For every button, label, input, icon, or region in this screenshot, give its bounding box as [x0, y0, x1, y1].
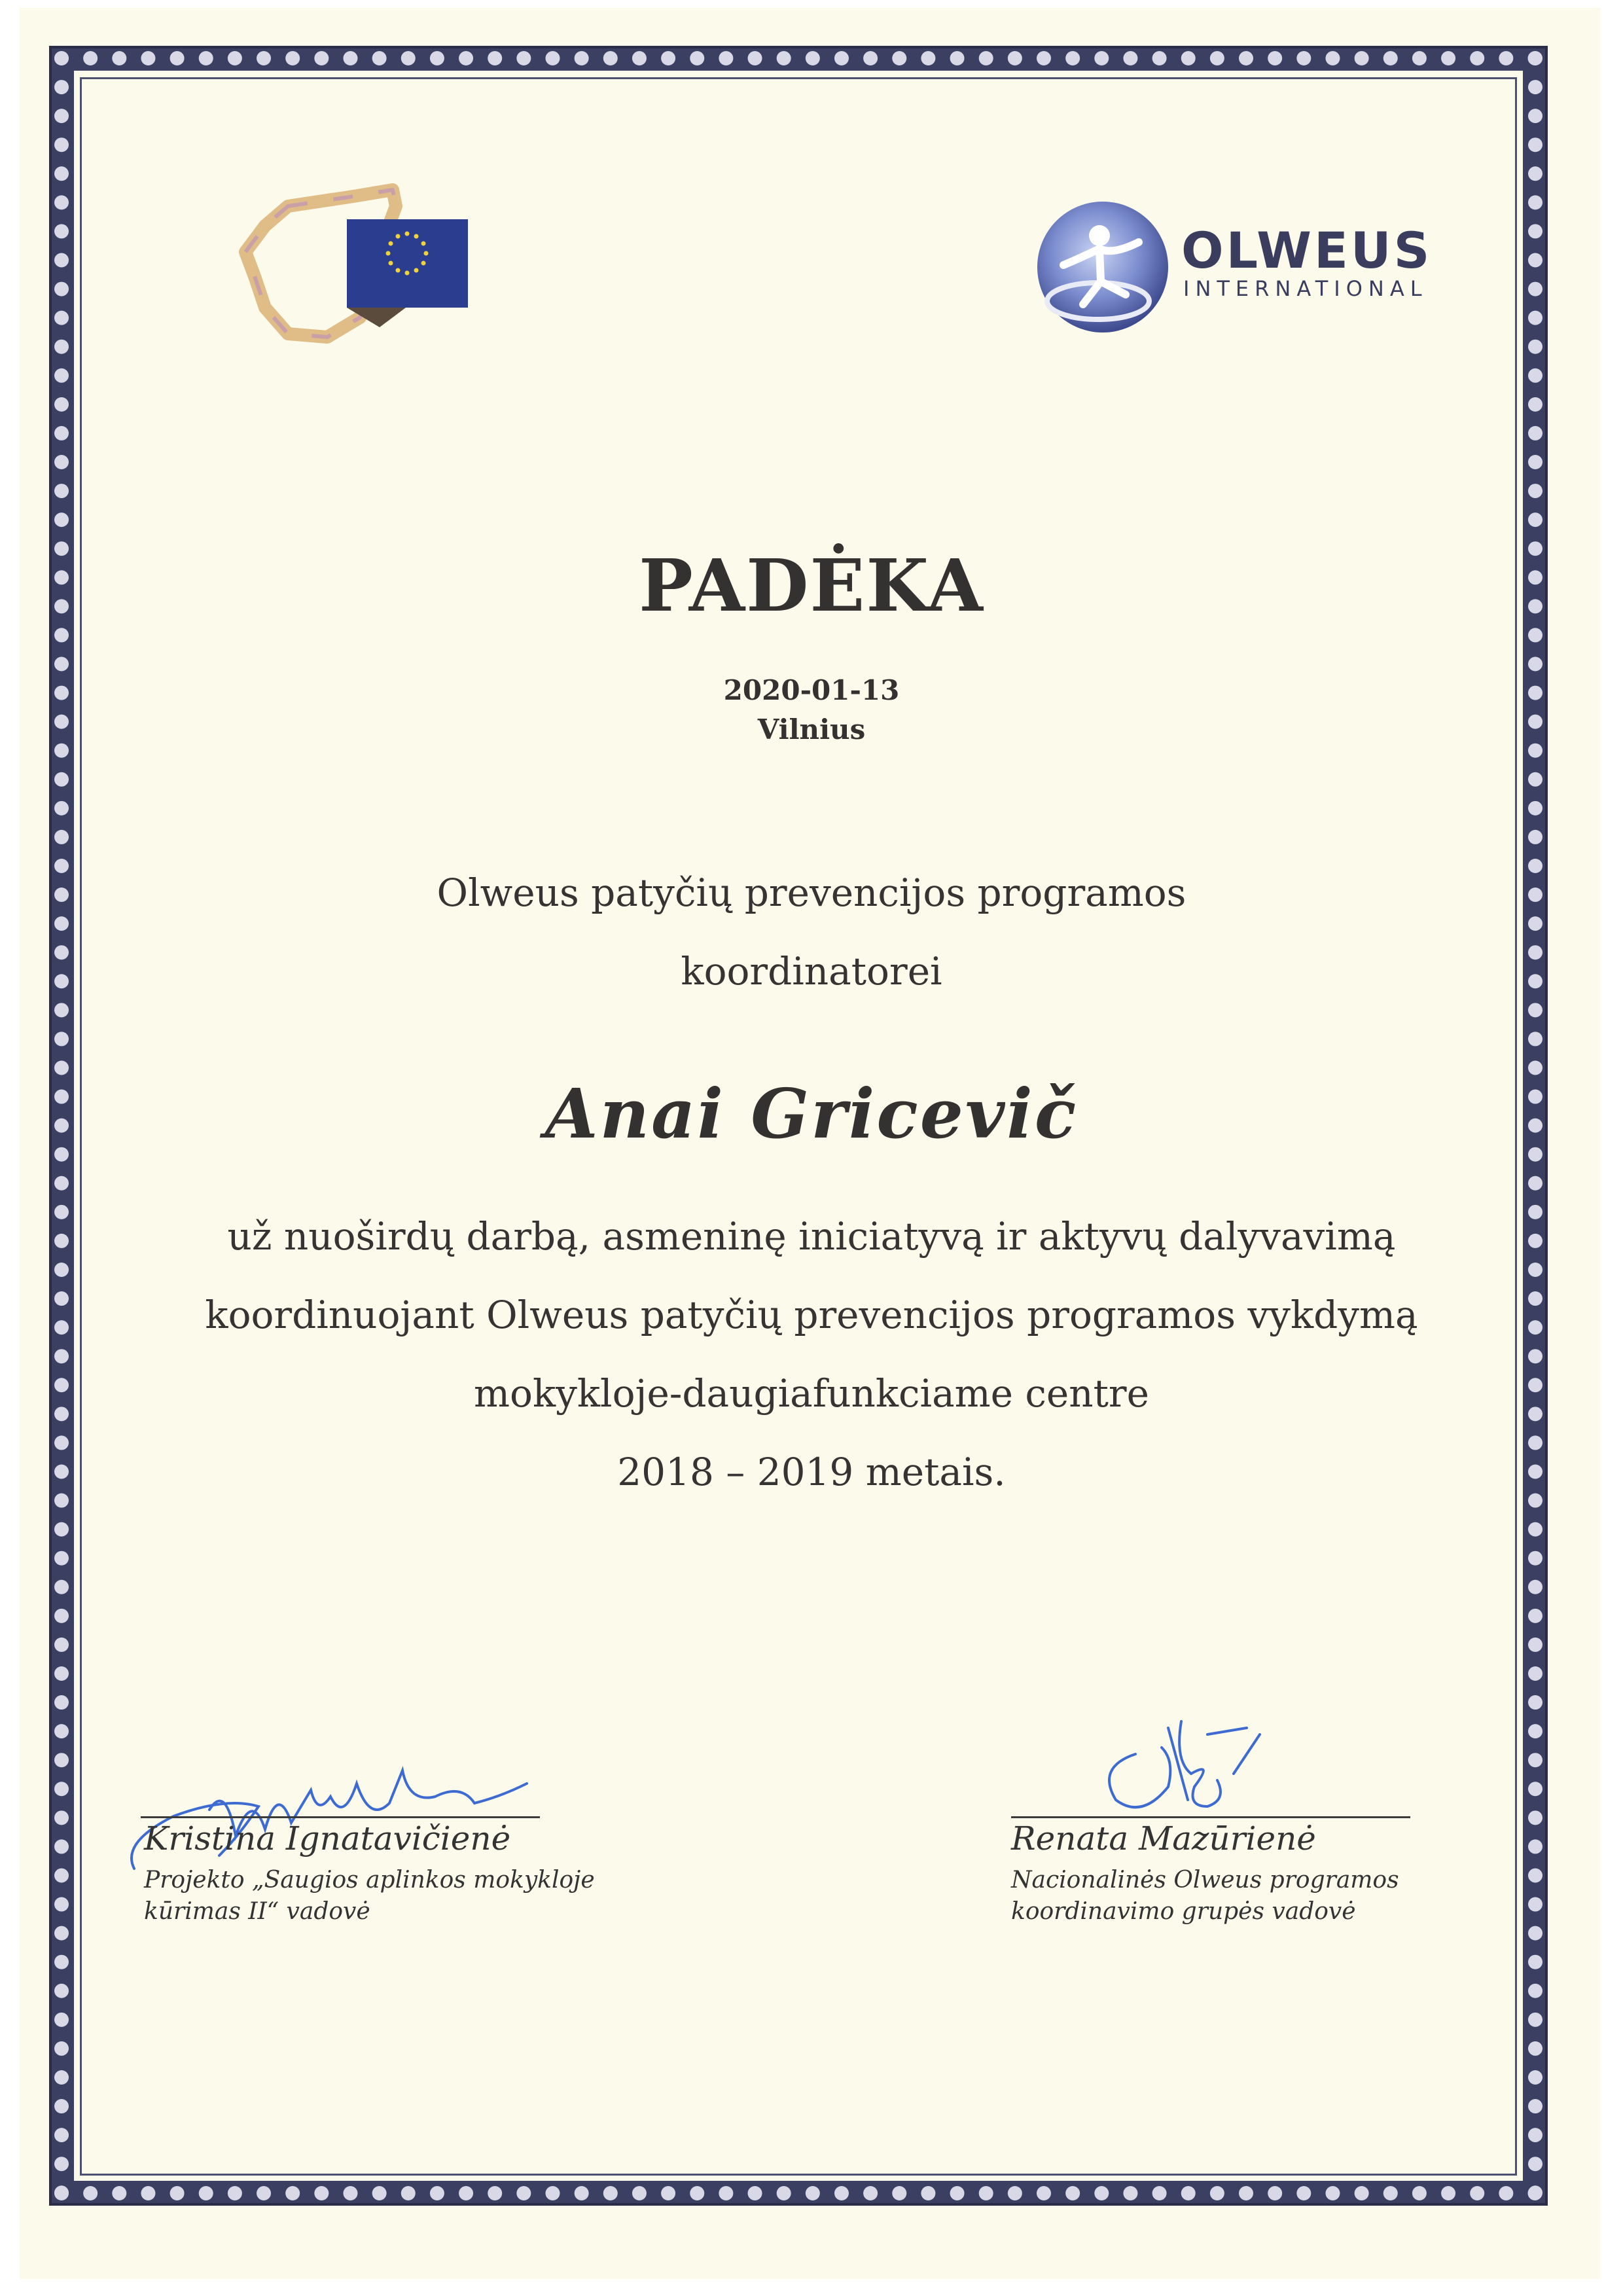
olweus-subtitle: INTERNATIONAL — [1183, 276, 1428, 301]
signatory-name-left: Kristina Ignatavičienė — [144, 1820, 511, 1857]
olweus-international-logo — [1027, 196, 1433, 340]
signatory-name-right: Renata Mazūrienė — [1011, 1820, 1316, 1857]
intro-line-1: Olweus patyčių prevencijos programos — [437, 870, 1186, 915]
certificate-title: PADĖKA — [639, 543, 984, 628]
eu-project-logo — [232, 180, 474, 353]
intro-line-2: koordinatorei — [681, 949, 942, 994]
certificate-date: 2020-01-13 — [723, 674, 900, 706]
signature-line-left — [141, 1816, 540, 1818]
signature-block-left — [131, 1721, 654, 1950]
body-line-1: už nuoširdų darbą, asmeninę iniciatyvą ir aktyvų dalyvavimą — [227, 1214, 1396, 1259]
body-line-3: mokykloje-daugiafunkciame centre — [474, 1371, 1149, 1416]
lithuania-map-icon — [232, 180, 474, 353]
certificate-city: Vilnius — [757, 713, 866, 745]
signatory-role-right-2: koordinavimo grupės vadovė — [1011, 1898, 1356, 1925]
olweus-wordmark: OLWEUS — [1181, 221, 1433, 279]
signatory-role-left-1: Projekto „Saugios aplinkos mokykloje — [144, 1867, 595, 1893]
signature-line-right — [1011, 1816, 1410, 1818]
body-line-4: 2018 – 2019 metais. — [617, 1450, 1006, 1494]
handwritten-signature-right — [1077, 1708, 1286, 1820]
olweus-globe-icon — [1027, 196, 1178, 340]
signatory-role-left-2: kūrimas II“ vadovė — [144, 1898, 370, 1925]
signatory-role-right-1: Nacionalinės Olweus programos — [1011, 1867, 1399, 1893]
body-line-2: koordinuojant Olweus patyčių prevencijos programos vykdymą — [205, 1293, 1418, 1337]
recipient-name: Anai Gricevič — [544, 1073, 1079, 1154]
signature-block-right — [1011, 1721, 1535, 1950]
